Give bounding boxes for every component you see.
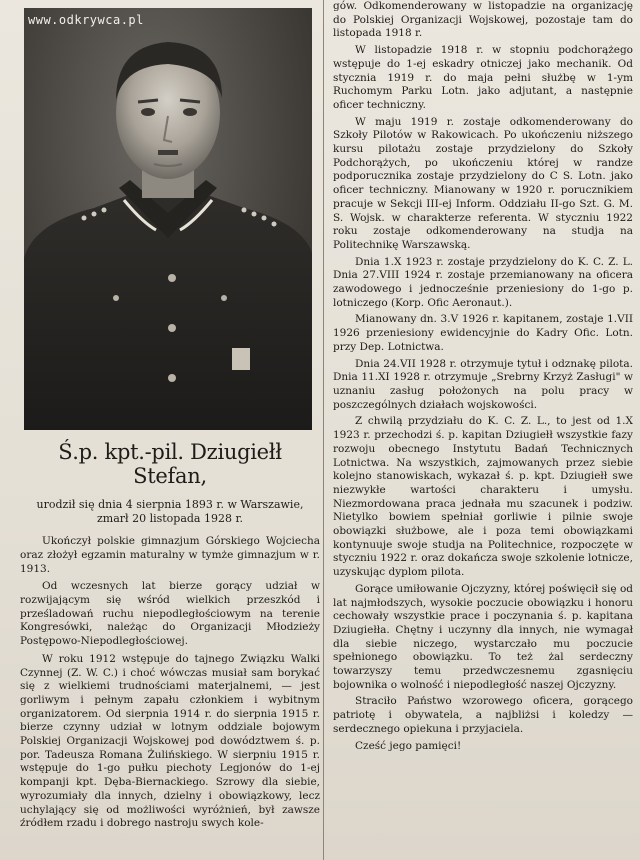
paragraph: Z chwilą przydziału do K. C. Z. L., to jest od 1.X 1923 r. przechodzi ś. p. kapitan Dziugiełł wszystkie fazy rozwoju obecnego Instytutu Badań Technicznych Lotnictwa. Na wszystkich, zajmowanych przez siebie kolejno stanowiskach, wykazał ś. p. kpt. Dziugiełł swe niezwykłe wartości charakteru i umysłu. Niezmordowana praca jednała mu szacunek i podziw. Nietylko bowiem spełniał gorliwie i pilnie swoje obowiązki służbowe, ale i poza temi obowiązkami kontynuuje swoje studja na Politechnice, rozpoczęte w styczniu 1922 r. oraz dokańcza swoje szkolenie lotnicze, uzyskując dyplom pilota. bbox=[333, 415, 633, 579]
paragraph: Od wczesnych lat bierze gorący udział w rozwijającym się wśród wielkich przeszkód i prześladowań ruchu niepodległościowym na terenie Kongresówki, należąc do Organizacji Młodzieży Postępowo-Niepodległościowej. bbox=[20, 580, 320, 648]
watermark: www.odkrywca.pl bbox=[28, 13, 144, 27]
paragraph: Gorące umiłowanie Ojczyzny, której poświęcił się od lat najmłodszych, wysokie poczucie obowiązku i honoru cechowały wszystkie prace i poczynania ś. p. kapitana Dziugiełła. Chętny i uczynny dla innych, nie wymagał dla siebie niczego, wystarczało mu poczucie spełnionego obowiązku. To też żal serdeczny towarzyszy temu przedwczesnemu zgasnięciu bojownika o wolność i niepodległość naszej Ojczyzny. bbox=[333, 582, 633, 691]
paragraph: W maju 1919 r. zostaje odkomenderowany do Szkoły Pilotów w Rakowicach. Po ukończeniu niższego kursu pilotażu zostaje przydzielony do Szkoły Podchorążych, po ukończeniu której w randze podporucznika zostaje przydzielony do C S. Lotn. jako oficer techniczny. Mianowany w 1920 r. porucznikiem pracuje w Sekcji III-ej Inform. Oddziału II-go Szt. G. M. S. Wojsk. w charakterze referenta. W styczniu 1922 roku zostaje odkomenderowany na studja na Politechnikę Warszawską. bbox=[333, 115, 633, 251]
paragraph: W listopadzie 1918 r. w stopniu podchorążego wstępuje do 1-ej eskadry otniczej jako mechanik. Od stycznia 1919 r. do maja pełni służbę w 1-ym Ruchomym Parku Lotn. jako adjutant, a następnie oficer techniczny. bbox=[333, 44, 633, 111]
paragraph: Straciło Państwo wzorowego oficera, gorącego patriotę i obywatela, a najbliżsi i koledzy — serdecznego opiekuna i przyjaciela. bbox=[333, 695, 633, 735]
column-divider bbox=[323, 0, 324, 860]
paragraph: W roku 1912 wstępuje do tajnego Związku Walki Czynnej (Z. W. C.) i choć wówczas musiał sam borykać się z wielkiemi trudnościami materjalnemi, — jest gorliwym i pełnym zapału członkiem i wybitnym organizatorem. Od sierpnia 1914 r. do sierpnia 1915 r. bierze czynny udział w lotnym oddziale bojowym Polskiej Organizacji Wojskowej pod dowództwem ś. p. por. Tadeusza Romana Żulińskiego. W sierpniu 1915 r. wstępuje do 1-go pułku piechoty Legjonów do 1-ej kompanji kpt. Dęba-Biernackiego. Szrowy dla siebie, wyrozumiały dla innych, dzielny i obowiązkowy, lecz uchylający się od możliwości wyróżnień, był zawsze źródłem rzadu i dobrego nastroju swych kole- bbox=[20, 652, 320, 830]
portrait-photo bbox=[24, 8, 312, 430]
paragraph: Ukończył polskie gimnazjum Górskiego Wojciecha oraz złożył egzamin maturalny w tymże gimnazjum w r. 1913. bbox=[20, 535, 320, 575]
paragraph: Mianowany dn. 3.V 1926 r. kapitanem, zostaje 1.VII 1926 przeniesiony ewidencyjnie do Kadry Ofic. Lotn. przy Dep. Lotnictwa. bbox=[333, 313, 633, 353]
obituary-title: Ś.p. kpt.-pil. Dziugiełł Stefan, bbox=[58, 440, 282, 488]
portrait-illustration bbox=[24, 8, 312, 430]
obituary-subtitle: urodził się dnia 4 sierpnia 1893 r. w Warszawie, zmarł 20 listopada 1928 r. bbox=[36, 498, 304, 525]
paragraph: Dnia 1.X 1923 r. zostaje przydzielony do K. C. Z. L. Dnia 27.VIII 1924 r. zostaje przemianowany na oficera zawodowego i jednocześnie przeniesiony do 1-go p. lotniczego (Korp. Ofic Aeronaut.). bbox=[333, 255, 633, 309]
right-column bbox=[333, 0, 633, 756]
paragraph: Cześć jego pamięci! bbox=[355, 739, 462, 752]
paragraph: gów. Odkomenderowany w listopadzie na organizację do Polskiej Organizacji Wojskowej, pozostaje tam do listopada 1918 r. bbox=[333, 0, 633, 40]
left-column bbox=[20, 440, 320, 835]
paragraph: Dnia 24.VII 1928 r. otrzymuje tytuł i odznakę pilota. Dnia 11.XI 1928 r. otrzymuje „Srebrny Krzyż Zasługi" w uznaniu zasług położonych na polu pracy w poszczególnych działach wojskowości. bbox=[333, 357, 633, 411]
